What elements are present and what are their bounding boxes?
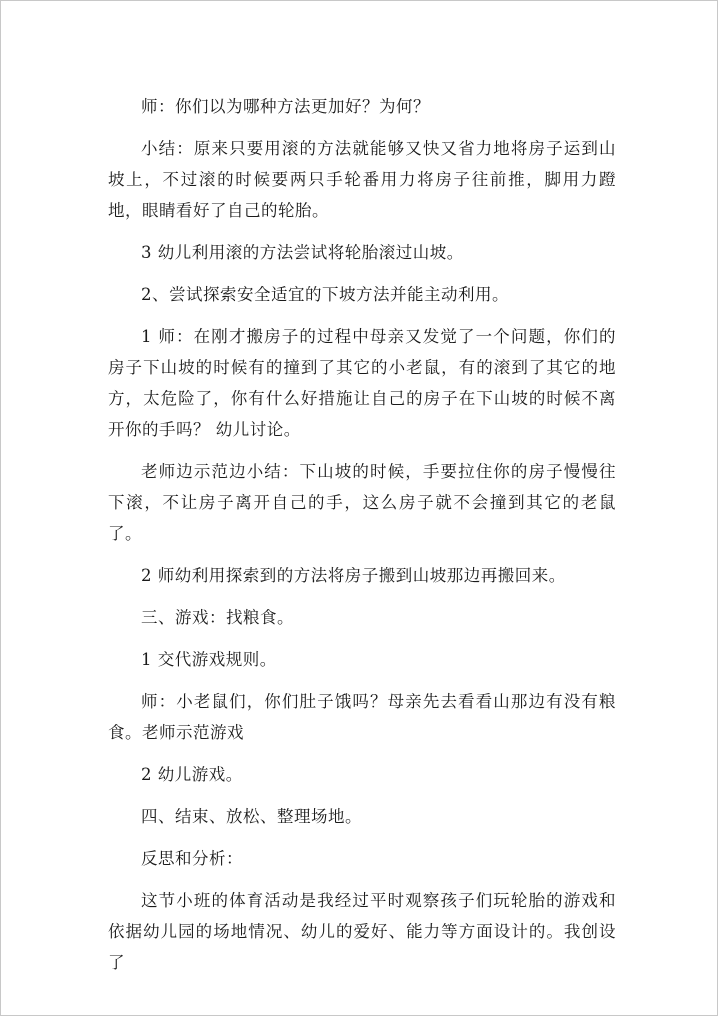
paragraph-section-4-end: 四、结束、放松、整理场地。 [141,807,362,826]
paragraph-step-3: 3 幼儿利用滚的方法尝试将轮胎滚过山坡。 [141,243,464,262]
document-body [108,91,616,989]
paragraph-reflection-heading: 反思和分析： [141,849,243,868]
paragraph-children-play: 2 幼儿游戏。 [141,765,243,784]
paragraph-step-2-practice: 2 师幼利用探索到的方法将房子搬到山坡那边再搬回来。 [141,566,566,585]
paragraph-section-2: 2、尝试探索安全适宜的下坡方法并能主动利用。 [141,285,509,304]
paragraph-section-3-game: 三、游戏：找粮食。 [141,608,294,627]
paragraph-game-intro: 师：小老鼠们，你们肚子饿吗？母亲先去看看山那边有没有粮食。老师示范游戏 [108,692,616,742]
paragraph-teacher-question: 师：你们以为哪种方法更加好？为何？ [141,97,430,116]
paragraph-teacher-demo: 老师边示范边小结：下山坡的时候，手要拉住你的房子慢慢往下滚，不让房子离开自己的手，这么房子就不会撞到其它的老鼠了。 [108,462,616,543]
paragraph-reflection-body: 这节小班的体育活动是我经过平时观察孩子们玩轮胎的游戏和依据幼儿园的场地情况、幼儿的爱好、能力等方面设计的。我创设了 [108,891,616,972]
paragraph-game-rules: 1 交代游戏规则。 [141,650,277,669]
paragraph-step-1-downhill: 1 师：在刚才搬房子的过程中母亲又发觉了一个问题，你们的房子下山坡的时候有的撞到了其它的小老鼠，有的滚到了其它的地方，太危险了，你有什么好措施让自己的房子在下山坡的时候不离开你的手吗？ 幼儿讨论。 [108,327,616,439]
paragraph-summary-rolling: 小结：原来只要用滚的方法就能够又快又省力地将房子运到山坡上，不过滚的时候要两只手轮番用力将房子往前推，脚用力蹬地，眼睛看好了自己的轮胎。 [108,139,616,220]
